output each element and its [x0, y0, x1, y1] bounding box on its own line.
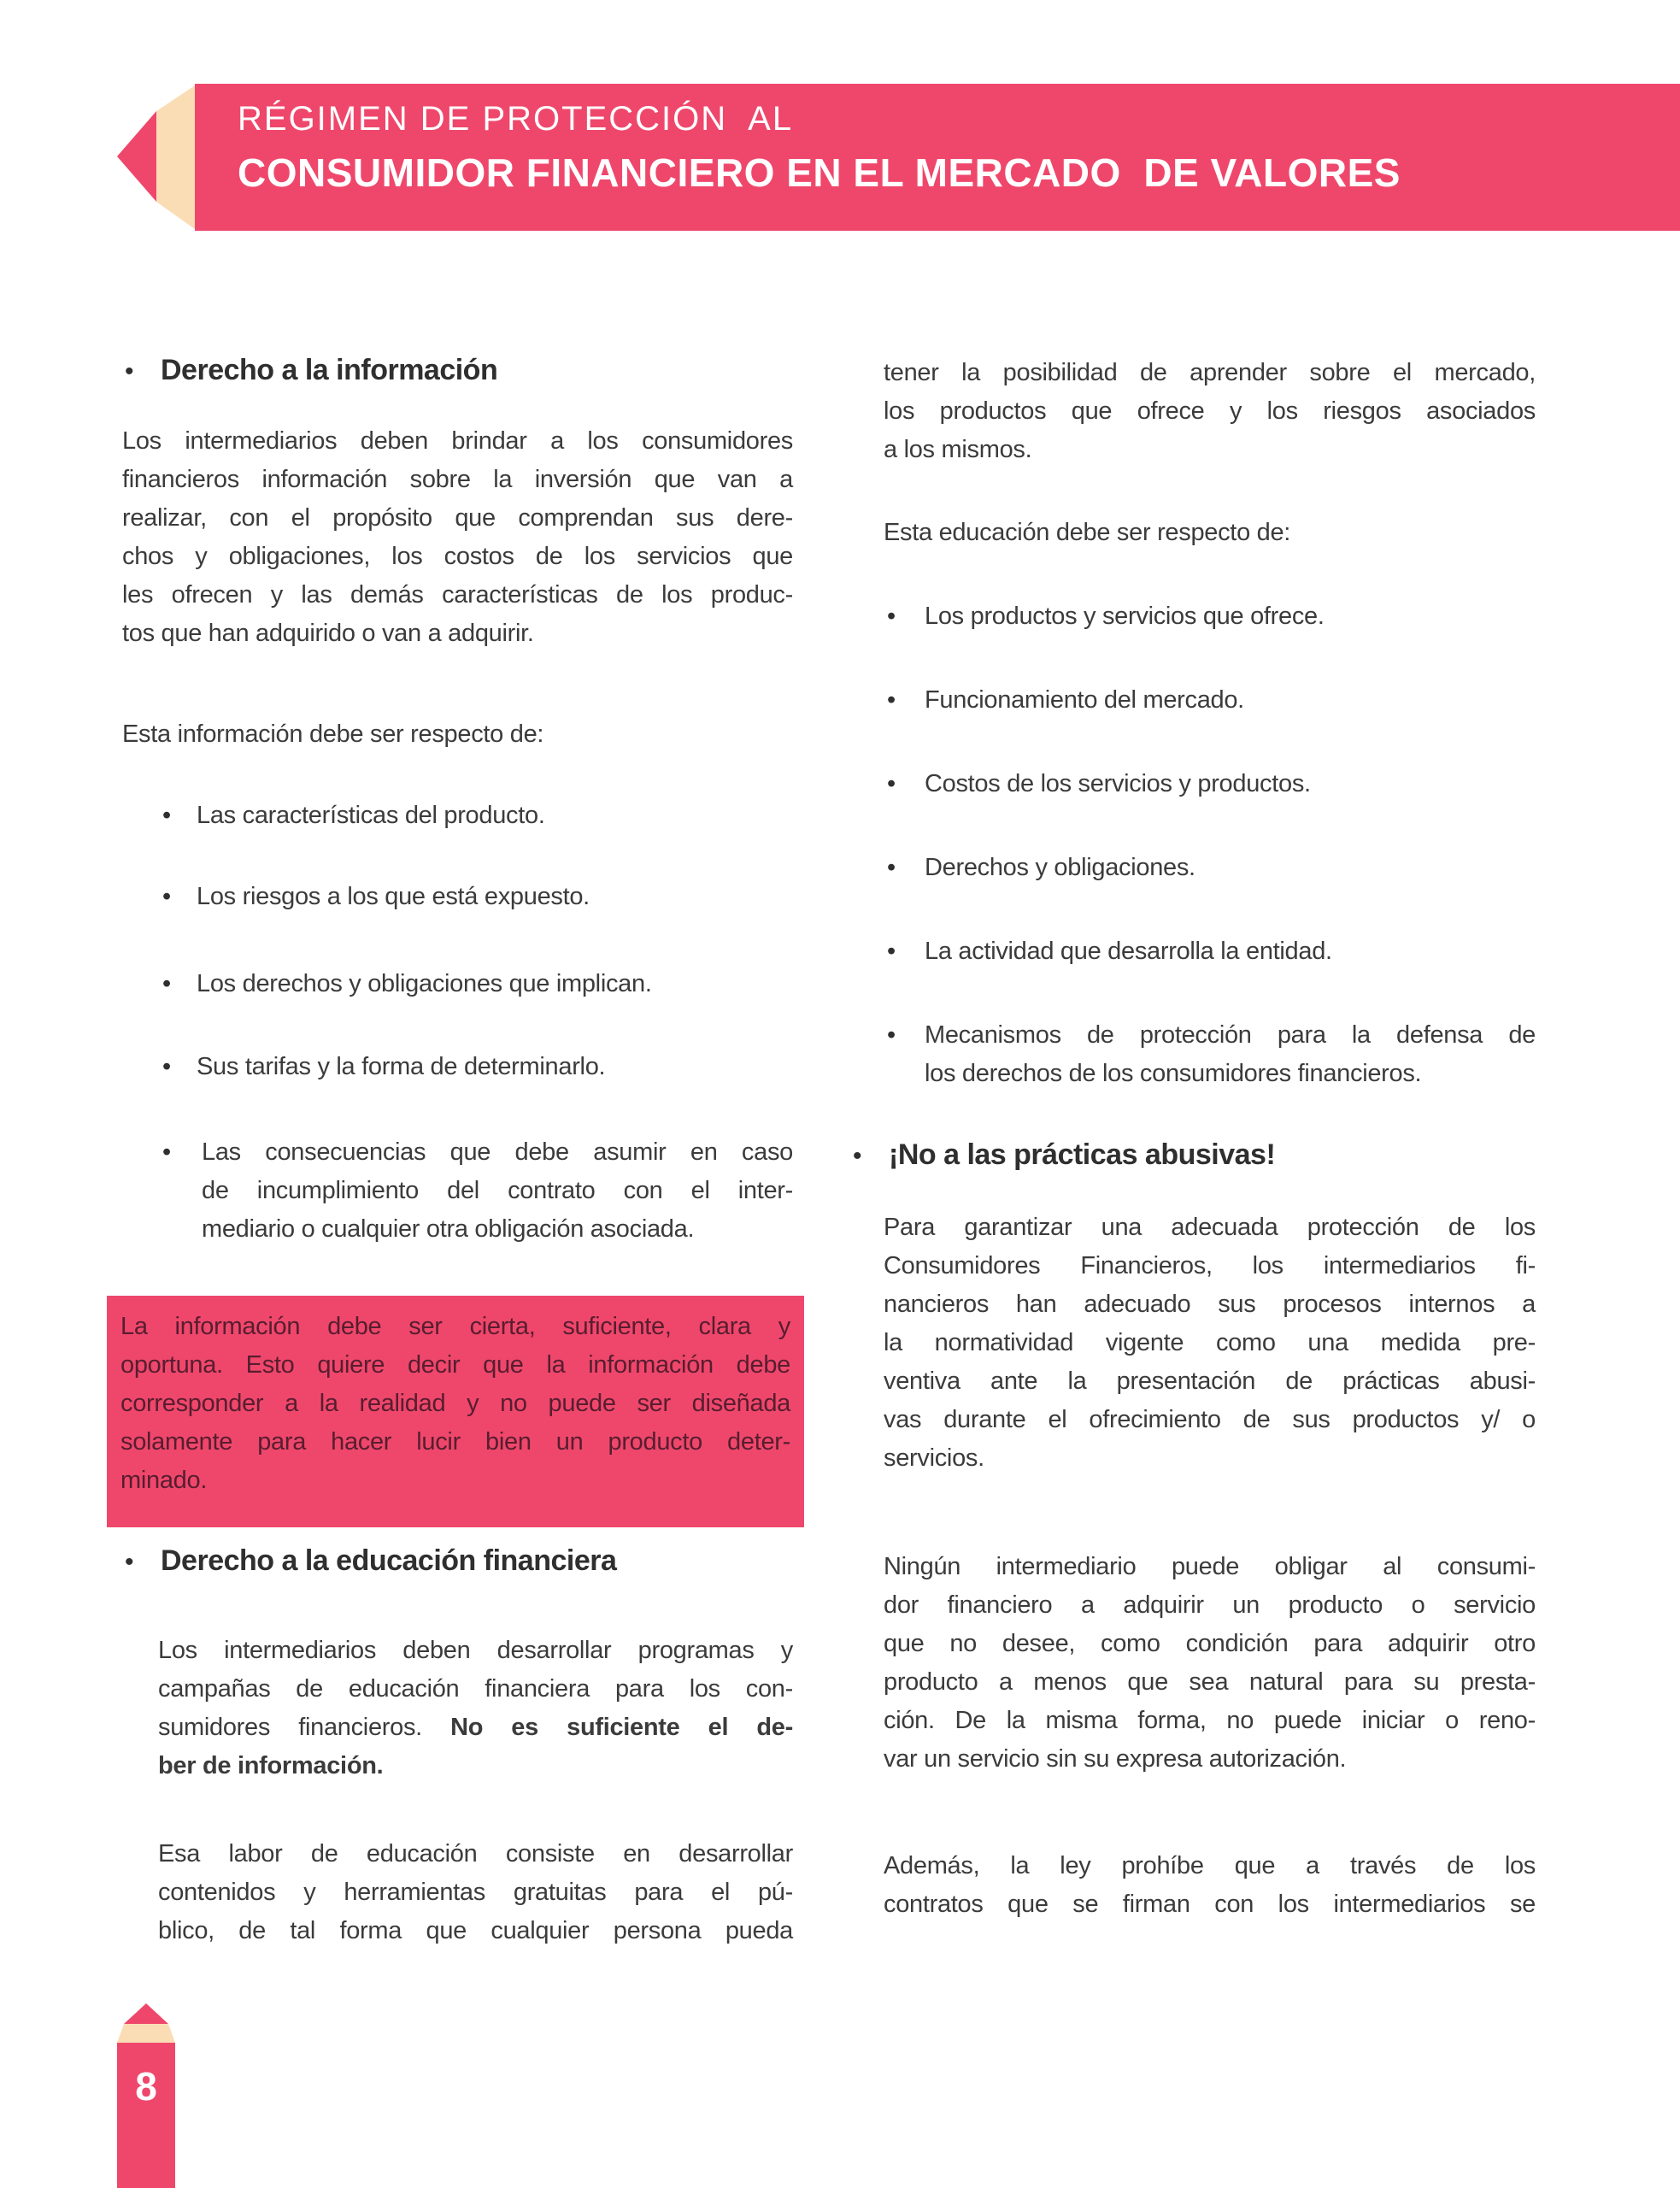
footer-pencil-wood-icon: [117, 2024, 175, 2043]
text-line: a los mismos.: [884, 436, 1032, 463]
text-line: producto a menos que sea natural para su presta-: [884, 1668, 1536, 1696]
text-line: contratos que se firman con los intermediarios se: [884, 1891, 1536, 1918]
list-item: [162, 797, 545, 835]
list-item: [887, 849, 1195, 887]
bullet-marker: •: [162, 970, 171, 997]
list-item: [162, 1133, 793, 1249]
text-line: Los intermediarios deben desarrollar programas y: [158, 1637, 793, 1664]
list-item: [162, 965, 652, 1003]
bullet-marker: •: [162, 1053, 171, 1080]
bullet-marker: •: [162, 1138, 172, 1166]
paragraph: [884, 354, 1536, 469]
paragraph: [884, 1548, 1536, 1779]
header-pencil-tip-icon: [117, 111, 156, 202]
text-line: los productos que ofrece y los riesgos asociados: [884, 397, 1536, 425]
bullet-marker: •: [125, 357, 134, 385]
section-heading: [125, 354, 497, 387]
section-heading: [125, 1544, 616, 1578]
text-line: solamente para hacer lucir bien un producto deter-: [120, 1428, 790, 1456]
section-heading-label: Derecho a la educación financiera: [161, 1544, 617, 1577]
paragraph: [158, 1632, 793, 1785]
text-line: tener la posibilidad de aprender sobre el mercado,: [884, 359, 1536, 386]
paragraph: [884, 1209, 1536, 1478]
text-line: financieros información sobre la inversión que van a: [122, 466, 793, 493]
list-item: [887, 932, 1332, 971]
highlight-box: [107, 1296, 804, 1527]
text-line: servicios.: [884, 1444, 984, 1472]
text-line: ventiva ante la presentación de prácticas abusi-: [884, 1368, 1536, 1395]
page-banner: [195, 84, 1680, 231]
bullet-marker: •: [162, 883, 171, 910]
bullet-marker: •: [125, 1548, 134, 1576]
paragraph: Esta información debe ser respecto de:: [122, 721, 544, 748]
bullet-marker: •: [887, 854, 896, 881]
list-item-label: Sus tarifas y la forma de determinarlo.: [197, 1053, 606, 1080]
text-line: Esa labor de educación consiste en desarrollar: [158, 1840, 793, 1867]
banner-title-line1: RÉGIMEN DE PROTECCIÓN AL: [238, 100, 794, 138]
section-heading-label: ¡No a las prácticas abusivas!: [889, 1138, 1276, 1171]
list-item-label: Funcionamiento del mercado.: [925, 686, 1244, 714]
list-item-label: Los riesgos a los que está expuesto.: [197, 883, 590, 910]
text-line: Para garantizar una adecuada protección de los: [884, 1214, 1536, 1241]
text-line: nancieros han adecuado sus procesos internos a: [884, 1291, 1536, 1318]
bullet-marker: •: [887, 770, 896, 797]
text-line: campañas de educación financiera para los con-: [158, 1675, 793, 1703]
paragraph: [122, 422, 793, 653]
list-item: [887, 1016, 1536, 1093]
paragraph: [158, 1835, 793, 1950]
list-item-label: Los derechos y obligaciones que implican.: [197, 970, 652, 997]
list-item: [887, 597, 1325, 636]
text-line: vas durante el ofrecimiento de sus productos y/ o: [884, 1406, 1536, 1433]
text-line: realizar, con el propósito que comprendan sus dere-: [122, 504, 793, 532]
bullet-marker: •: [887, 938, 896, 965]
section-heading-label: Derecho a la información: [161, 354, 498, 386]
text-line: var un servicio sin su expresa autorización.: [884, 1745, 1347, 1773]
text-line: tos que han adquirido o van a adquirir.: [122, 620, 534, 647]
text-line: corresponder a la realidad y no puede ser diseñada: [120, 1390, 790, 1417]
text-line: La información debe ser cierta, suficiente, clara y: [120, 1313, 790, 1340]
text-line: blico, de tal forma que cualquier persona pueda: [158, 1917, 793, 1944]
banner-title-line2: CONSUMIDOR FINANCIERO EN EL MERCADO DE VALORES: [238, 150, 1401, 195]
list-item-label: Costos de los servicios y productos.: [925, 770, 1311, 797]
bullet-marker: •: [853, 1142, 862, 1170]
list-item-label: Los productos y servicios que ofrece.: [925, 603, 1325, 630]
paragraph: Esta educación debe ser respecto de:: [884, 519, 1291, 546]
list-item: [162, 878, 590, 916]
text-line: Ningún intermediario puede obligar al consumi-: [884, 1553, 1536, 1580]
bullet-marker: •: [887, 686, 896, 714]
text-line: dor financiero a adquirir un producto o servicio: [884, 1591, 1536, 1619]
list-item: [162, 1048, 605, 1086]
header-pencil-wood-icon: [156, 85, 195, 229]
text-line: minado.: [120, 1467, 208, 1494]
text-line: los derechos de los consumidores financieros.: [925, 1060, 1422, 1087]
text-line: de incumplimiento del contrato con el inter-: [202, 1177, 793, 1204]
text-line: les ofrecen y las demás características de los produc-: [122, 581, 793, 609]
list-item-label: La actividad que desarrolla la entidad.: [925, 938, 1332, 965]
text-line: la normatividad vigente como una medida pre-: [884, 1329, 1536, 1356]
bullet-marker: •: [887, 1021, 896, 1049]
text-line: que no desee, como condición para adquirir otro: [884, 1630, 1536, 1657]
text-line: Mecanismos de protección para la defensa de: [925, 1021, 1536, 1049]
text-line: Consumidores Financieros, los intermediarios fi-: [884, 1252, 1536, 1279]
text-line: mediario o cualquier otra obligación asociada.: [202, 1215, 695, 1243]
text-line: ción. De la misma forma, no puede iniciar o reno-: [884, 1707, 1536, 1734]
text-line: contenidos y herramientas gratuitas para el pú-: [158, 1879, 793, 1906]
text-line: Además, la ley prohíbe que a través de los: [884, 1852, 1536, 1879]
list-item-label: Derechos y obligaciones.: [925, 854, 1195, 881]
text-line: Las consecuencias que debe asumir en caso: [202, 1138, 793, 1166]
list-item: [887, 765, 1311, 803]
footer-pencil-body: [117, 2043, 175, 2188]
paragraph: [884, 1847, 1536, 1924]
footer-pencil-tip-icon: [124, 2003, 168, 2024]
text-line: Los intermediarios deben brindar a los consumidores: [122, 427, 793, 455]
page-number: 8: [135, 2064, 157, 2109]
section-heading: [853, 1138, 1275, 1172]
text-line: oportuna. Esto quiere decir que la información debe: [120, 1351, 790, 1379]
list-item: [887, 681, 1244, 720]
text-line: ber de información.: [158, 1752, 384, 1779]
text-line: chos y obligaciones, los costos de los servicios que: [122, 543, 793, 570]
bullet-marker: •: [162, 802, 171, 829]
bullet-marker: •: [887, 603, 896, 630]
list-item-label: Las características del producto.: [197, 802, 545, 829]
text-line: sumidores financieros. No es suficiente el de-: [158, 1714, 793, 1741]
